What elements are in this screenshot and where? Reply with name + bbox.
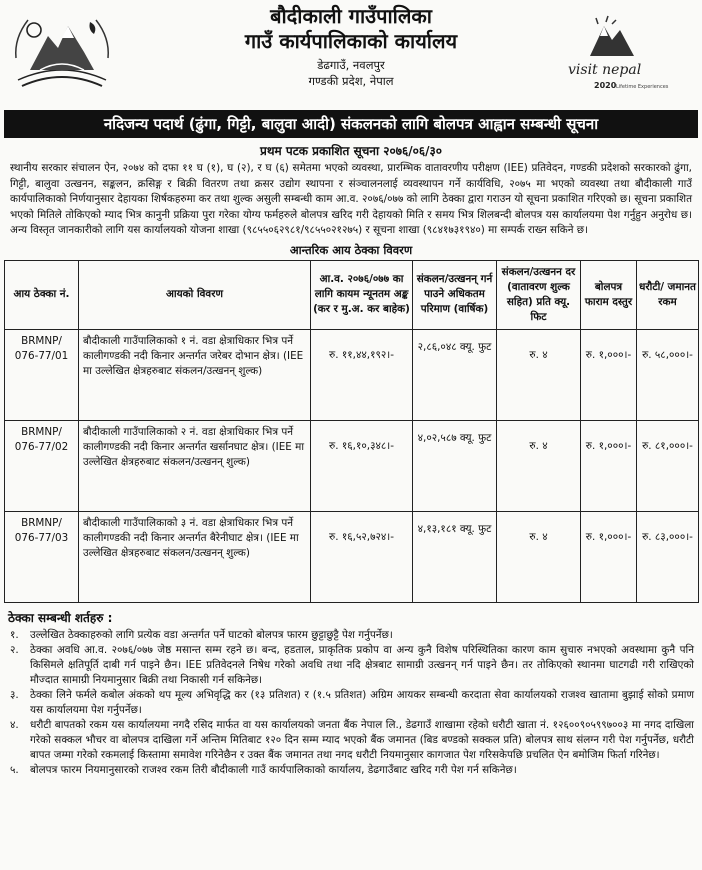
form-fee: रु. १,०००।- [581, 329, 637, 420]
condition-text: उल्लेखित ठेक्काहरुको लागि प्रत्येक वडा अन्तर्गत पर्ने घाटको बोलपत्र फारम छुट्टाछुट्टै पेश गर्नुपर्नेछ। [30, 628, 393, 641]
minimum-amount: रु. १६,१०,३४८।- [311, 420, 413, 511]
contract-table [4, 260, 699, 603]
condition-text: धरौटी बापतको रकम यस कार्यालयमा नगदै रसिद मार्फत वा यस कार्यालयको जनता बैंक नेपाल लि., डेढगाउँ शाखामा रहेको धरौटी खाता नं. १२६००९०५९९७००३ मा नगद दाखिला गरेको सक्कल भौचर वा बोलपत्र दाखिला गर्ने अन्तिम मितिबाट १२० दिन सम्म म्याद भएको बैंक जमानत (बिड बण्डको सक्कल प्रति) बोलपत्र साथ संलग्न गरी पेश गर्नुपर्नेछ, धरौटी बापत जम्मा गरेको रकमलाई किस्तामा समावेश गरिनेछैन र उक्त बैंक जमानत तथा नगद धरौटी नियमानुसार कागजात पेश गरिसकेपछि प्रचलित ऐन बमोजिम फिर्ता गरिनेछ। [30, 718, 694, 761]
deposit-amount: रु. ८३,०००।- [637, 511, 699, 602]
condition-number: १. [10, 628, 19, 641]
condition-item [10, 763, 694, 778]
condition-text: बोलपत्र फारम नियमानुसारको राजश्व रकम तिरी बौदीकाली गाउँ कार्यपालिकाको कार्यालय, डेढगाउँबाट खरिद गरी पेश गर्न सकिनेछ। [30, 763, 517, 776]
max-quantity: ४,०२,५८७ क्यू. फुट [413, 420, 497, 511]
table-title: आन्तरिक आय ठेक्का विवरण [289, 242, 413, 257]
form-fee: रु. १,०००।- [581, 511, 637, 602]
column-header: धरौटी/ जमानत रकम [637, 260, 699, 329]
office-subtitle: गाउँ कार्यपालिकाको कार्यालय [244, 29, 458, 53]
condition-text: ठेक्का अवधि आ.व. २०७६/०७७ जेष्ठ मसान्त सम्म रहने छ। बन्द, हडताल, प्राकृतिक प्रकोप वा अन्य कुनै विशेष परिस्थितिका कारण काम सुचारु नभएको अवस्थामा कुनै पनि किसिमले क्षतिपूर्ति दाबी गर्न पाइने छैन। IEE प्रतिवेदनले निषेध गरेको अवधि तथा नदि क्षेत्रबाट सामाग्री उत्खनन् गर्न पाइने छैन। तर तोकिएको स्थानमा घाटगढी गरी राखिएको मौज्दात सामाग्री नियमानुसार बिक्री तथा निकासी गर्न सकिनेछ। [30, 643, 694, 686]
condition-item [10, 628, 694, 643]
notice-banner-title: नदिजन्य पदार्थ (ढुंगा, गिट्टी, बालुवा आदी) संकलनको लागि बोलपत्र आह्वान सम्बन्धी सूचना [4, 110, 698, 138]
collection-rate: रु. ४ [497, 420, 581, 511]
form-fee: रु. १,०००।- [581, 420, 637, 511]
condition-text: ठेक्का लिने फर्मले कबोल अंकको थप मूल्य अभिवृद्धि कर (१३ प्रतिशत) र (१.५ प्रतिशत) अग्रिम आयकर सम्बन्धी करदाता सेवा कार्यालयको राजश्व खातामा बुझाई सोको प्रमाण यस कार्यालयमा पेश गर्नुपर्नेछ। [30, 688, 694, 716]
contract-description: बौदीकाली गाउँपालिकाको २ नं. वडा क्षेत्राधिकार भित्र पर्ने कालीगण्डकी नदी किनार अन्तर्गत खर्सानघाट क्षेत्र। (IEE मा उल्लेखित क्षेत्रहरुबाट संकलन/उत्खनन् शुल्क) [79, 420, 311, 511]
column-header: आ.व. २०७६/०७७ का लागि कायम न्यूनतम अङ्क (कर र मु.अ. कर बाहेक) [311, 260, 413, 329]
column-header: आयको विवरण [79, 260, 311, 329]
condition-number: ४. [10, 718, 19, 731]
svg-text:Lifetime Experiences: Lifetime Experiences [616, 84, 669, 90]
table-row [5, 511, 699, 602]
max-quantity: ४,१३,१८१ क्यू. फुट [413, 511, 497, 602]
column-header: संकलन/उत्खनन दर (वातावरण शुल्क सहित) प्रति क्यू. फिट [497, 260, 581, 329]
minimum-amount: रु. १६,५२,७२४।- [311, 511, 413, 602]
intro-paragraph: स्थानीय सरकार संचालन ऐन, २०७४ को दफा ११ घ (१), घ (२), र घ (६) समेतमा भएको व्यवस्था, प्रारम्भिक वातावरणीय परीक्षण (IEE) प्रतिवेदन, गण्डकी प्रदेशको सरकारको ढुंगा, गिट्टी, बालुवा उत्खनन, सङ्कलन, क्रसिङ्ग र बिक्री वितरण तथा क्रसर उद्योग स्थापना र संञ्चालनलाई व्यवस्थापन गर्ने कार्यविधि, २०७५ मा भएको व्यवस्था तथा बौदीकाली गाउँ कार्यपालिकाको निर्णयानुसार देहायका शिर्षकहरुमा कर तथा शुल्क असुली सम्बन्धी काम आ.व. २०७६/०७७ को लागि ठेक्का द्वारा गराउन यो सूचना प्रकाशित गरिएको छ। सूचना प्रकाशित भएको मितिले तोकिएको म्याद भित्र कानुनी प्रक्रिया पुरा गरेका योग्य फर्महरुले बोलपत्र खरिद गरी देहायको मिति र समय भित्र शिलबन्दी बोलपत्र यस कार्यालयमा पेश गर्नुहुन अनुरोध छ। अन्य विस्तृत जानकारीको लागि यस कार्यालयको योजना शाखा (९८५५०६२९८१/९८५५०२१२७५) र सूचना शाखा (९८४१७३१९४०) मा सम्पर्क राख्न सकिने छ। [10, 162, 692, 237]
letterhead [0, 0, 702, 110]
visit-nepal-logo-icon [550, 14, 669, 100]
condition-item [10, 718, 694, 763]
condition-number: ५. [10, 763, 19, 776]
office-province: गण्डकी प्रदेश, नेपाल [308, 74, 394, 88]
svg-text:visit nepal: visit nepal [568, 62, 642, 78]
publication-date: प्रथम पटक प्रकाशित सूचना २०७६/०६/३० [260, 144, 442, 158]
table-row [5, 420, 699, 511]
deposit-amount: रु. ५८,०००।- [637, 329, 699, 420]
condition-number: २. [10, 643, 19, 656]
table-row [5, 329, 699, 420]
contract-description: बौदीकाली गाउँपालिकाको ३ नं. वडा क्षेत्राधिकार भित्र पर्ने कालीगण्डकी नदी किनार अन्तर्गत बैरेनीघाट क्षेत्र। (IEE मा उल्लेखित क्षेत्रहरुबाट संकलन/उत्खनन् शुल्क) [79, 511, 311, 602]
office-name: बौदीकाली गाउँपालिका [270, 4, 432, 28]
office-address: डेढगाउँ, नवलपुर [317, 58, 385, 72]
table-header-row [5, 260, 699, 329]
contract-id: BRMNP/ 076-77/03 [5, 511, 79, 602]
column-header: बोलपत्र फाराम दस्तुर [581, 260, 637, 329]
condition-item [10, 643, 694, 688]
column-header: आय ठेक्का नं. [5, 260, 79, 329]
contract-description: बौदीकाली गाउँपालिकाको १ नं. वडा क्षेत्राधिकार भित्र पर्ने कालीगण्डकी नदी किनार अन्तर्गत जरेबर दोभान क्षेत्र। (IEE मा उल्लेखित क्षेत्रहरुबाट संकलन/उत्खनन् शुल्क) [79, 329, 311, 420]
deposit-amount: रु. ८१,०००।- [637, 420, 699, 511]
column-header: संकलन/उत्खनन् गर्न पाउने अधिकतम परिमाण (वार्षिक) [413, 260, 497, 329]
contract-id: BRMNP/ 076-77/02 [5, 420, 79, 511]
max-quantity: २,८६,०४८ क्यू. फुट [413, 329, 497, 420]
condition-item [10, 688, 694, 718]
minimum-amount: रु. ११,४४,१९२।- [311, 329, 413, 420]
condition-number: ३. [10, 688, 19, 701]
conditions-title: ठेक्का सम्बन्धी शर्तहरु : [8, 610, 113, 625]
collection-rate: रु. ४ [497, 511, 581, 602]
contract-id: BRMNP/ 076-77/01 [5, 329, 79, 420]
collection-rate: रु. ४ [497, 329, 581, 420]
svg-text:2020: 2020 [594, 81, 617, 90]
